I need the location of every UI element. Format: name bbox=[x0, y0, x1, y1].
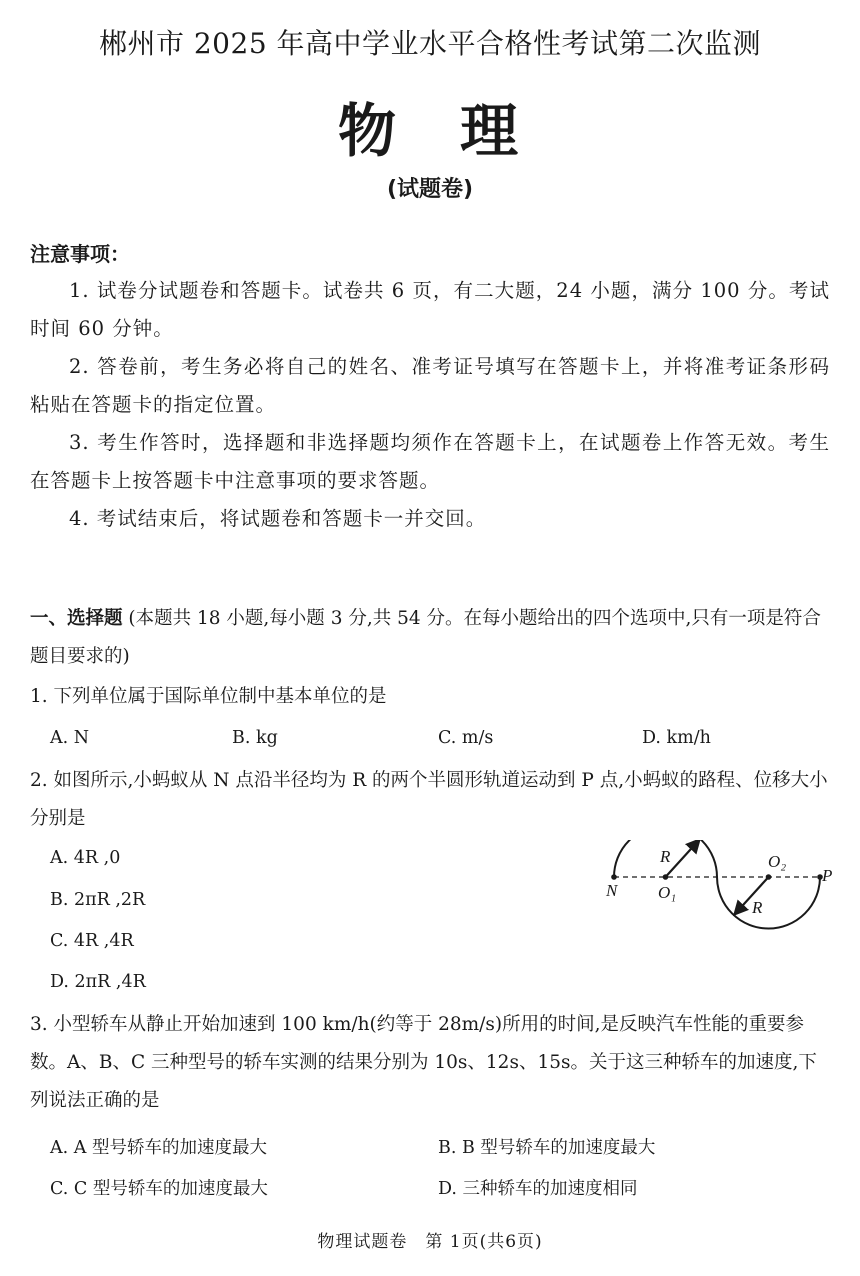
label-o1: O₁ bbox=[658, 883, 677, 902]
notice-list bbox=[30, 272, 830, 538]
subject-char-2: 理 bbox=[460, 97, 523, 165]
notice-item: 2. 答卷前，考生务必将自己的姓名、准考证号填写在答题卡上，并将准考证条形码粘贴在答题卡的指定位置。 bbox=[30, 355, 830, 416]
semicircle-track-diagram bbox=[604, 840, 836, 950]
q3-option-c: C. C 型号轿车的加速度最大 bbox=[50, 1179, 268, 1199]
notice-item: 3. 考生作答时，选择题和非选择题均须作在答题卡上，在试题卷上作答无效。考生在答题卡上按答题卡中注意事项的要求答题。 bbox=[30, 431, 830, 492]
notice-heading: 注意事项： bbox=[30, 242, 130, 266]
q2-option-c: C. 4R ,4R bbox=[50, 931, 134, 951]
section-description: (本题共 18 小题,每小题 3 分,共 54 分。在每小题给出的四个选项中,只有一项是符合题目要求的) bbox=[30, 608, 821, 667]
question-2-stem: 2. 如图所示,小蚂蚁从 N 点沿半径均为 R 的两个半圆形轨道运动到 P 点,小蚂蚁的路程、位移大小分别是 bbox=[30, 770, 828, 829]
point-n-dot bbox=[611, 874, 617, 880]
label-radius-lower: R bbox=[752, 898, 763, 917]
question-1-stem: 1. 下列单位属于国际单位制中基本单位的是 bbox=[30, 686, 387, 707]
q3-option-a: A. A 型号轿车的加速度最大 bbox=[50, 1138, 267, 1158]
question-3-stem: 3. 小型轿车从静止开始加速到 100 km/h(约等于 28m/s)所用的时间,是反映汽车性能的重要参数。A、B、C 三种型号的轿车实测的结果分别为 10s、12s、15s。关于这三种轿车的加速度,下列说法正确的是 bbox=[30, 1014, 817, 1111]
page-footer: 物理试题卷 第 1页(共6页) bbox=[317, 1232, 543, 1252]
section-title: 一、选择题 bbox=[30, 608, 123, 629]
radius-arrow-upper bbox=[666, 840, 701, 877]
q1-option-b: B. kg bbox=[232, 728, 278, 748]
notice-item: 4. 考试结束后，将试题卷和答题卡一并交回。 bbox=[69, 507, 487, 530]
label-radius-upper: R bbox=[660, 847, 671, 866]
q2-option-a: A. 4R ,0 bbox=[50, 848, 121, 868]
notice-item: 1. 试卷分试题卷和答题卡。试卷共 6 页，有二大题，24 小题，满分 100 分。考试时间 60 分钟。 bbox=[30, 279, 830, 340]
q1-option-d: D. km/h bbox=[642, 728, 711, 748]
q1-option-a: A. N bbox=[50, 728, 90, 748]
label-o2: O₂ bbox=[768, 852, 787, 871]
q1-option-c: C. m/s bbox=[438, 728, 494, 748]
subject-title bbox=[0, 84, 860, 168]
center-o2-dot bbox=[766, 874, 772, 880]
q2-option-d: D. 2πR ,4R bbox=[50, 972, 146, 992]
exam-title: 郴州市 2025 年高中学业水平合格性考试第二次监测 bbox=[98, 27, 762, 60]
center-o1-dot bbox=[663, 874, 669, 880]
lower-semicircle bbox=[717, 877, 820, 929]
paper-type: (试题卷) bbox=[386, 177, 474, 202]
q3-option-b: B. B 型号轿车的加速度最大 bbox=[438, 1138, 656, 1158]
section-header bbox=[30, 600, 835, 676]
label-p: P bbox=[822, 866, 833, 885]
q3-option-d: D. 三种轿车的加速度相同 bbox=[438, 1179, 638, 1199]
label-n: N bbox=[606, 881, 618, 900]
q2-option-b: B. 2πR ,2R bbox=[50, 890, 146, 910]
subject-char-1: 物 bbox=[337, 97, 400, 165]
